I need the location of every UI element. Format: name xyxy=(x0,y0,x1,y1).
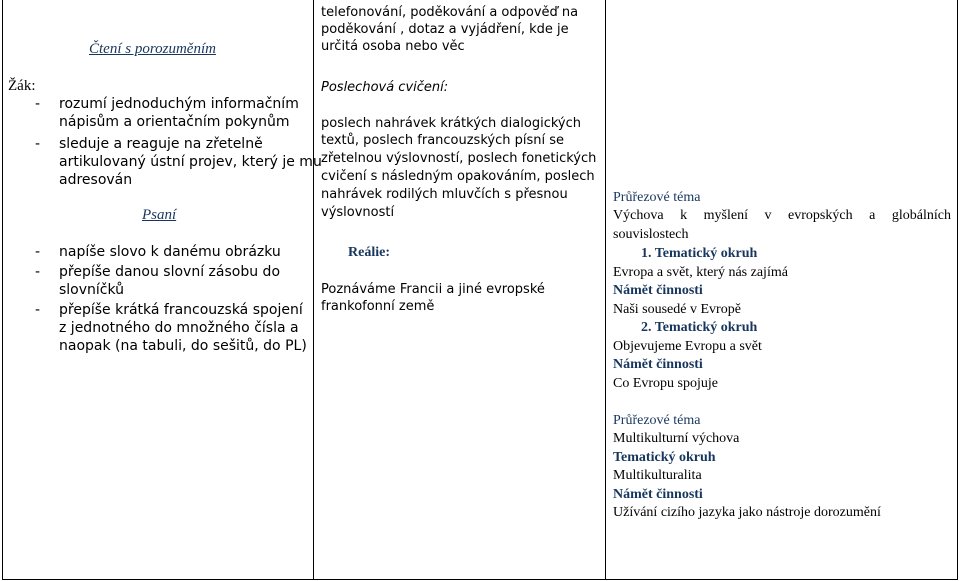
content-line: frankofonní země xyxy=(321,299,435,314)
cross-topic-text: Multikulturní výchova xyxy=(613,431,740,446)
reading-heading: Čtení s porozuměním xyxy=(89,41,216,57)
column-divider-1 xyxy=(313,0,314,579)
cross-topic-label: Průřezové téma xyxy=(613,413,701,428)
outcome-line: sleduje a reaguje na zřetelně xyxy=(59,136,263,152)
bullet: - xyxy=(35,302,41,318)
unit-title: 2. Tematický okruh xyxy=(641,320,758,335)
content-line xyxy=(321,115,599,132)
cross-topic-label: Průřezové téma xyxy=(613,190,701,205)
activity-text: Užívání cizího jazyka jako nástroje dorozumění xyxy=(613,505,881,520)
outcome-line: slovníčků xyxy=(59,282,125,298)
outcome-line: z jednotného do množného čísla a xyxy=(59,320,299,336)
outcome-line: přepíše krátká francouzská spojení xyxy=(59,302,303,318)
area-text: Multikulturalita xyxy=(613,468,702,483)
activity-text: Naši sousedé v Evropě xyxy=(613,302,741,317)
area-label: Tematický okruh xyxy=(613,450,716,465)
content-line: určitá osoba nebo věc xyxy=(321,39,465,54)
bullet: - xyxy=(35,264,41,280)
writing-heading: Psaní xyxy=(142,207,177,223)
outcome-line: naopak (na tabuli, do sešitů, do PL) xyxy=(59,338,307,354)
content-line: zřetelnou výslovností, poslech fonetických xyxy=(321,151,597,166)
content-line: nahrávek rodilých mluvčích s přesnou xyxy=(321,187,568,202)
bullet: - xyxy=(35,244,41,260)
unit-text: Evropa a svět, který nás zajímá xyxy=(613,265,788,280)
cross-topic-text: Výchova k myšlení v evropských a globálních xyxy=(613,208,951,223)
cross-topic-text: souvislostech xyxy=(613,227,689,242)
outcome-line: rozumí jednoduchým informačním xyxy=(59,96,299,112)
realia-heading: Reálie: xyxy=(348,245,390,260)
table-border-left xyxy=(2,0,3,579)
content-line: cvičení s následným opakováním, poslech xyxy=(321,169,595,184)
outcome-line: adresován xyxy=(59,172,133,188)
content-text: poslech nahrávek krátkých dialogických xyxy=(321,116,581,131)
activity-label: Námět činnosti xyxy=(613,487,703,502)
pupil-label: Žák: xyxy=(8,78,36,94)
content-line: Poznáváme Francii a jiné evropské xyxy=(321,282,545,297)
content-line: textů, poslech francouzských písní se xyxy=(321,133,565,148)
unit-title: 1. Tematický okruh xyxy=(641,246,758,261)
outcome-line: artikulovaný ústní projev, který je mu xyxy=(59,154,322,170)
unit-text: Objevujeme Evropu a svět xyxy=(613,339,762,354)
activity-text: Co Evropu spojuje xyxy=(613,376,718,391)
listening-heading: Poslechová cvičení: xyxy=(321,80,449,95)
outcome-line: přepíše danou slovní zásobu do xyxy=(59,264,281,280)
content-line: výslovností xyxy=(321,205,395,220)
outcome-line: nápisům a orientačním pokynům xyxy=(59,114,290,130)
outcome-line: napíše slovo k danému obrázku xyxy=(59,244,281,260)
column-divider-2 xyxy=(605,0,606,579)
activity-label: Námět činnosti xyxy=(613,283,703,298)
content-line: poděkování , dotaz a vyjádření, kde je xyxy=(321,22,569,37)
bullet: - xyxy=(35,136,41,152)
bullet: - xyxy=(35,96,41,112)
content-line: telefonování, poděkování a odpověď na xyxy=(321,5,579,20)
activity-label: Námět činnosti xyxy=(613,357,703,372)
